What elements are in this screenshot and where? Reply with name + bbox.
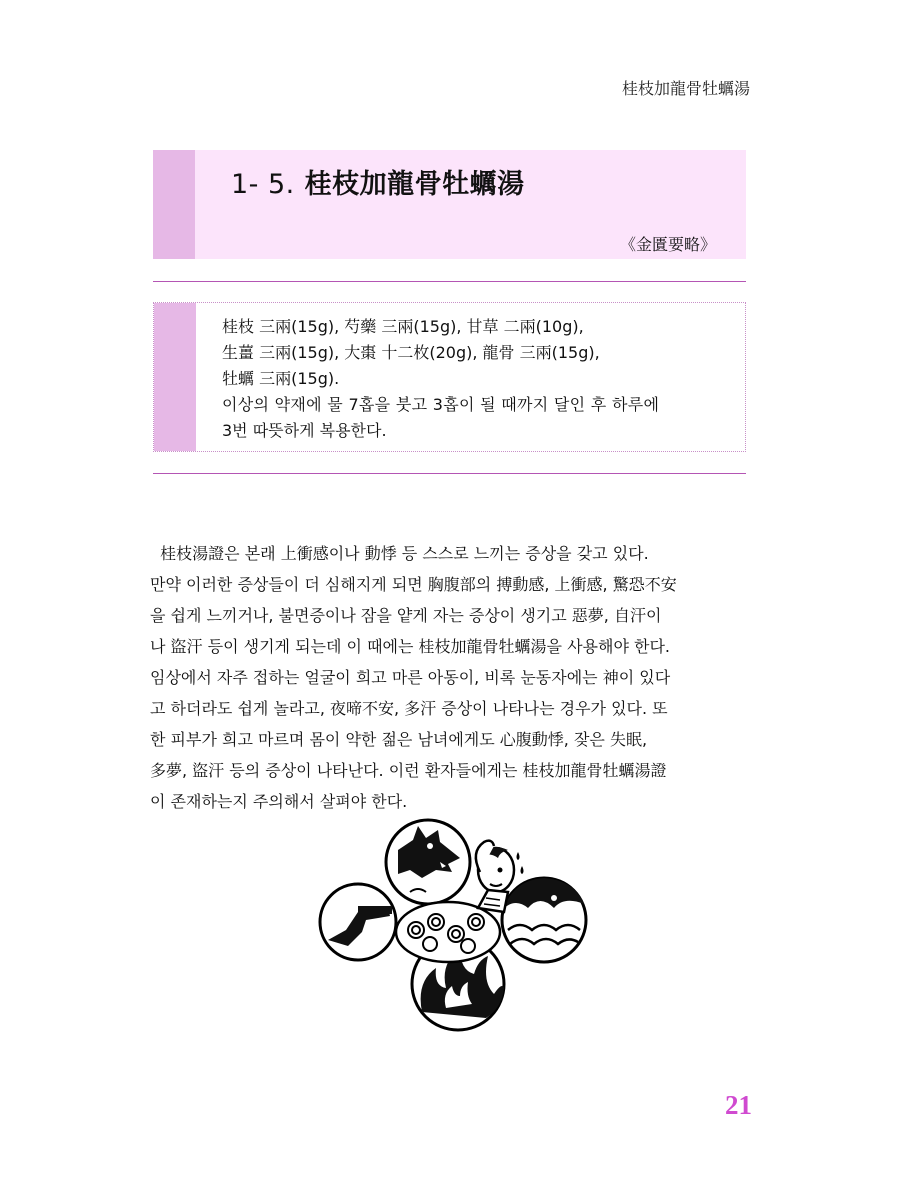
section-title-box xyxy=(153,150,746,259)
wolf-bubble xyxy=(386,820,470,904)
waves-bubble xyxy=(502,878,586,962)
body-line: 임상에서 자주 접하는 얼굴이 희고 마른 아동이, 비록 눈동자에는 神이 있다 xyxy=(150,668,671,687)
body-line: 만약 이러한 증상들이 더 심해지게 되면 胸腹部의 搏動感, 上衝感, 驚恐不安 xyxy=(150,575,677,594)
recipe-line: 牡蠣 三兩(15g). xyxy=(222,369,340,388)
recipe-box xyxy=(153,302,746,452)
illustration-anxiety-figure xyxy=(318,812,588,1034)
recipe-line: 桂枝 三兩(15g), 芍藥 三兩(15g), 甘草 二兩(10g), xyxy=(222,317,584,336)
divider-top xyxy=(153,281,746,282)
recipe-accent-bar xyxy=(154,303,196,451)
page-number: 21 xyxy=(725,1090,752,1120)
body-line: 이 존재하는지 주의해서 살펴야 한다. xyxy=(150,792,408,811)
title-accent-bar xyxy=(153,150,195,259)
recipe-line: 生薑 三兩(15g), 大棗 十二枚(20g), 龍骨 三兩(15g), xyxy=(222,343,600,362)
body-paragraph xyxy=(150,538,752,817)
recipe-line: 3번 따뜻하게 복용한다. xyxy=(222,421,387,440)
gun-bubble xyxy=(320,884,396,960)
recipe-lines xyxy=(222,314,737,444)
section-heading xyxy=(231,162,525,201)
recipe-line: 이상의 약재에 물 7홉을 붓고 3홉이 될 때까지 달인 후 하루에 xyxy=(222,395,660,414)
running-header: 桂枝加龍骨牡蠣湯 xyxy=(621,79,750,98)
body-line: 桂枝湯證은 본래 上衝感이나 動悸 등 스스로 느끼는 증상을 갖고 있다. xyxy=(150,544,649,563)
divider-bottom xyxy=(153,473,746,474)
body-line: 나 盜汗 등이 생기게 되는데 이 때에는 桂枝加龍骨牡蠣湯을 사용해야 한다. xyxy=(150,637,670,656)
section-title: 桂枝加龍骨牡蠣湯 xyxy=(304,169,525,200)
body-line: 多夢, 盜汗 등의 증상이 나타난다. 이런 환자들에게는 桂枝加龍骨牡蠣湯證 xyxy=(150,761,667,780)
source-citation: 《金匱要略》 xyxy=(619,235,716,254)
body-line: 을 쉽게 느끼거나, 불면증이나 잠을 얕게 자는 증상이 생기고 惡夢, 自汗이 xyxy=(150,606,662,625)
section-number: 1- 5. xyxy=(231,169,295,200)
body-line: 고 하더라도 쉽게 놀라고, 夜啼不安, 多汗 증상이 나타나는 경우가 있다. 또 xyxy=(150,699,668,718)
body-line: 한 피부가 희고 마르며 몸이 약한 젊은 남녀에게도 心腹動悸, 잦은 失眠, xyxy=(150,730,648,749)
